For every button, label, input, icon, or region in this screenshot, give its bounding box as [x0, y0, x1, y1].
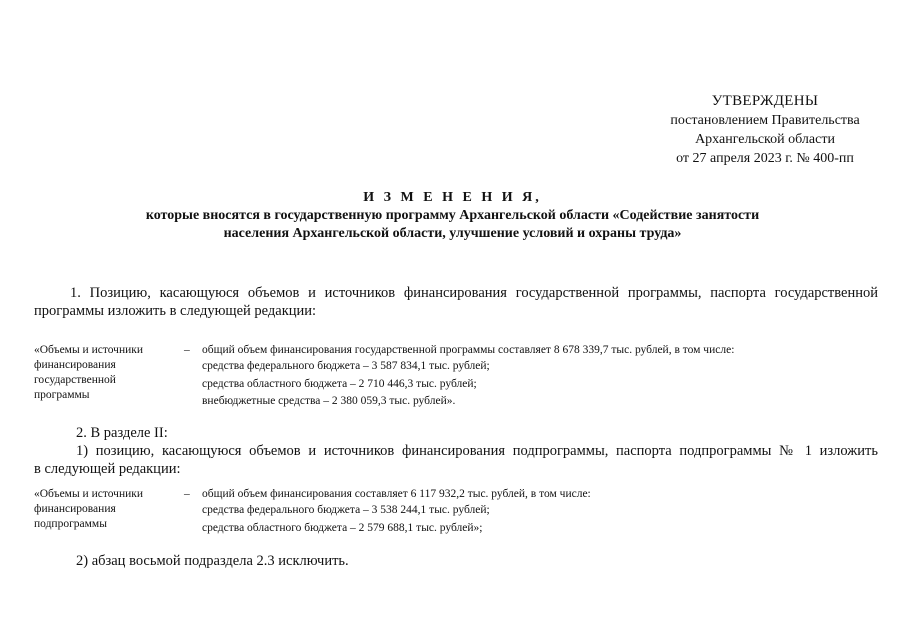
table-2-line-1: общий объем финансирования составляет 6 117 932,2 тыс. рублей, в том числе: — [202, 488, 591, 500]
table-1 — [34, 343, 878, 413]
section-2-item-1-line-1: 1) позицию, касающуюся объемов и источников финансирования подпрограммы, паспорта подпрограммы № 1 изложить — [76, 443, 878, 459]
title-main: И З М Е Н Е Н И Я, — [363, 190, 542, 205]
section-1-line-2: программы изложить в следующей редакции: — [34, 303, 317, 319]
table-1-label: «Объемы и источники финансирования государственной программы — [34, 344, 143, 401]
table-1-line-1: общий объем финансирования государственной программы составляет 8 678 339,7 тыс. рублей, в том числе: — [202, 344, 735, 356]
table-1-line-2: средства федерального бюджета – 3 587 834,1 тыс. рублей; — [202, 360, 490, 372]
title-line-1: которые вносятся в государственную программу Архангельской области «Содействие занятости — [145, 208, 760, 223]
table-1-line-4: внебюджетные средства – 2 380 059,3 тыс. рублей». — [202, 395, 456, 407]
table-1-line-3: средства областного бюджета – 2 710 446,3 тыс. рублей; — [202, 377, 477, 390]
section-2-item-1-line-2: в следующей редакции: — [34, 461, 181, 477]
section-2-item-2 — [34, 552, 878, 570]
table-2-line-2: средства федерального бюджета – 3 538 244,1 тыс. рублей; — [202, 504, 490, 516]
approval-line-2: Архангельской области — [695, 132, 835, 147]
section-2 — [34, 424, 878, 478]
table-2-line-3: средства областного бюджета – 2 579 688,1 тыс. рублей»; — [202, 521, 483, 534]
section-2-heading: 2. В разделе II: — [76, 425, 168, 441]
section-2-item-2-text: 2) абзац восьмой подраздела 2.3 исключить. — [76, 553, 349, 569]
table-1-dash: – — [184, 344, 190, 356]
table-2-dash: – — [184, 488, 190, 500]
table-2-label: «Объемы и источники финансирования подпрограммы — [34, 488, 143, 530]
approval-line-3: от 27 апреля 2023 г. № 400-пп — [676, 151, 854, 166]
document-title — [0, 189, 905, 243]
table-2-content — [202, 487, 878, 537]
title-line-2: населения Архангельской области, улучшение условий и охраны труда» — [223, 226, 682, 241]
section-1-line-1: 1. Позицию, касающуюся объемов и источников финансирования государственной программы, паспорта государственной — [70, 285, 878, 301]
approval-line-1: постановлением Правительства — [670, 113, 860, 128]
approval-block — [630, 92, 900, 168]
section-1 — [34, 284, 878, 320]
approval-heading: УТВЕРЖДЕНЫ — [711, 93, 819, 109]
table-1-content — [202, 343, 878, 411]
table-2 — [34, 487, 878, 537]
